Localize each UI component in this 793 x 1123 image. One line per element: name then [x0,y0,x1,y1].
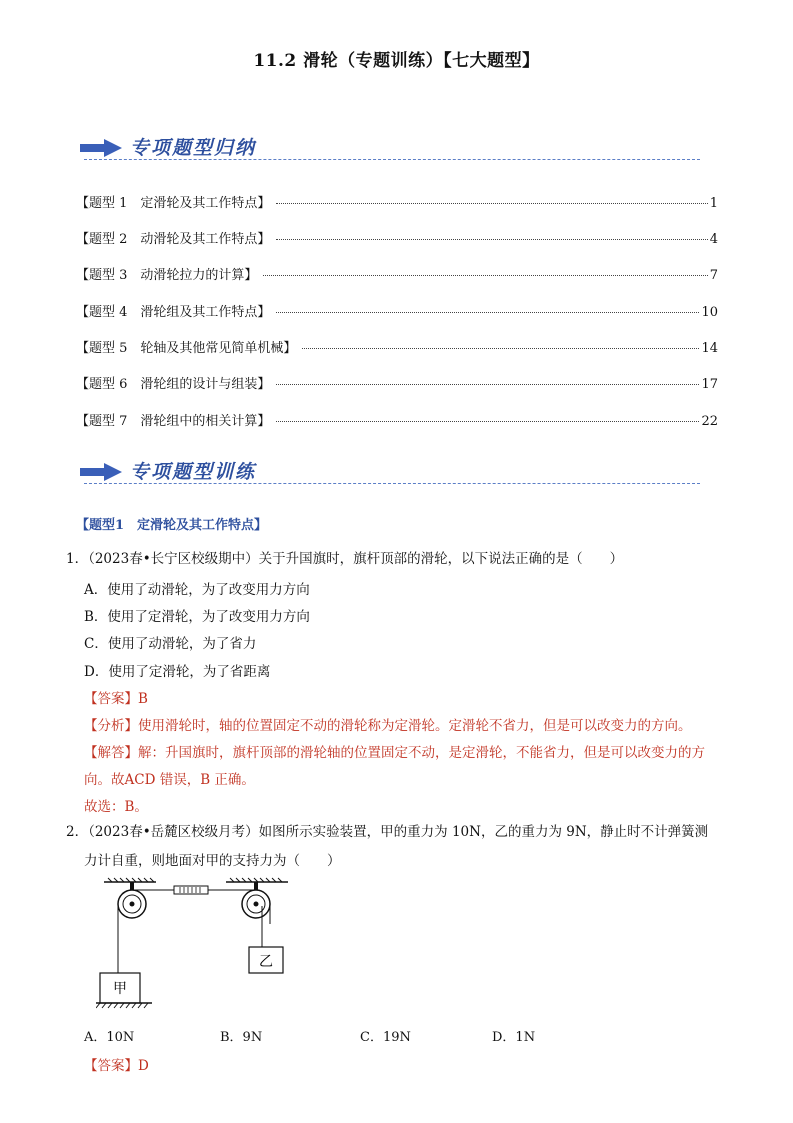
toc-leader [276,384,699,385]
question-2-option-b[interactable]: B．9N [220,1030,263,1045]
arrow-right-icon [80,463,122,481]
question-2-stem: 2．（2023春•岳麓区校级月考）如图所示实验装置，甲的重力为 10N，乙的重力为 9N，静止时不计弹簧测 [66,824,709,840]
section-banner-training [80,457,700,487]
toc-item-page: 10 [701,305,718,320]
question-2-answer [84,1054,149,1074]
toc-item-page: 22 [701,414,718,429]
banner-divider [84,159,700,160]
toc-item-7[interactable] [76,410,718,428]
question-1-option-a[interactable]: A．使用了动滑轮，为了改变用力方向 [84,582,310,598]
toc-item-5[interactable] [76,337,718,355]
answer-tag: 【答案】 [84,691,138,707]
question-1-stem: 1．（2023春•长宁区校级期中）关于升国旗时，旗杆顶部的滑轮，以下说法正确的是（ ） [66,551,624,567]
toc-item-1[interactable] [76,192,718,210]
toc-item-3[interactable] [76,264,718,282]
toc-item-label: 【题型 3 动滑轮拉力的计算】 [76,268,258,283]
toc-item-label: 【题型 7 滑轮组中的相关计算】 [76,414,271,429]
answer-value: D [138,1058,149,1074]
question-1-solution-cont: 向。故ACD 错误，B 正确。 [84,772,255,788]
analysis-text: 使用滑轮时，轴的位置固定不动的滑轮称为定滑轮。定滑轮不省力，但是可以改变力的方向。 [138,718,692,734]
section-heading: 【题型1 定滑轮及其工作特点】 [76,518,268,533]
block-yi-label: 乙 [259,954,273,970]
block-jia-label: 甲 [113,981,127,997]
toc-leader [302,348,699,349]
arrow-right-icon [80,139,122,157]
banner-label: 专项题型训练 [130,461,257,483]
toc-item-label: 【题型 6 滑轮组的设计与组装】 [76,377,271,392]
toc-leader [276,203,707,204]
toc-item-2[interactable] [76,228,718,246]
question-1-analysis [84,714,692,734]
toc-item-label: 【题型 5 轮轴及其他常见简单机械】 [76,341,297,356]
toc-item-label: 【题型 1 定滑轮及其工作特点】 [76,196,271,211]
spring-scale [174,886,208,894]
answer-value: B [138,691,148,707]
question-2-option-d[interactable]: D．1N [492,1030,536,1045]
toc-leader [263,275,707,276]
toc-item-4[interactable] [76,301,718,319]
question-1-option-b[interactable]: B．使用了定滑轮，为了改变用力方向 [84,609,310,625]
question-1-option-d[interactable]: D．使用了定滑轮，为了省距离 [84,664,271,680]
toc-item-page: 17 [701,377,718,392]
toc-item-page: 7 [709,268,718,283]
solution-tag: 【解答】 [84,745,138,761]
pulley-diagram [96,876,296,1016]
toc-item-page: 14 [701,341,718,356]
toc-item-page: 4 [709,232,718,247]
toc-item-page: 1 [709,196,718,211]
toc-item-label: 【题型 2 动滑轮及其工作特点】 [76,232,271,247]
question-1-conclusion: 故选：B。 [84,799,148,815]
toc-item-label: 【题型 4 滑轮组及其工作特点】 [76,305,271,320]
toc-leader [276,239,707,240]
question-1-option-c[interactable]: C．使用了动滑轮，为了省力 [84,636,257,652]
toc-leader [276,421,699,422]
section-banner-summary [80,133,700,163]
analysis-tag: 【分析】 [84,718,138,734]
banner-label: 专项题型归纳 [130,137,257,159]
page-title: 11.2 滑轮（专题训练）【七大题型】 [253,51,540,71]
question-2-option-c[interactable]: C．19N [360,1030,411,1045]
solution-text: 解：升国旗时，旗杆顶部的滑轮轴的位置固定不动，是定滑轮，不能省力，但是可以改变力的方 [138,745,705,761]
toc-leader [276,312,699,313]
answer-tag: 【答案】 [84,1058,138,1074]
question-1-answer [84,687,148,707]
question-2-option-a[interactable]: A．10N [84,1030,135,1045]
toc-item-6[interactable] [76,373,718,391]
banner-divider [84,483,700,484]
question-2-stem-cont: 力计自重，则地面对甲的支持力为（ ） [84,853,341,869]
question-1-solution [84,741,705,761]
